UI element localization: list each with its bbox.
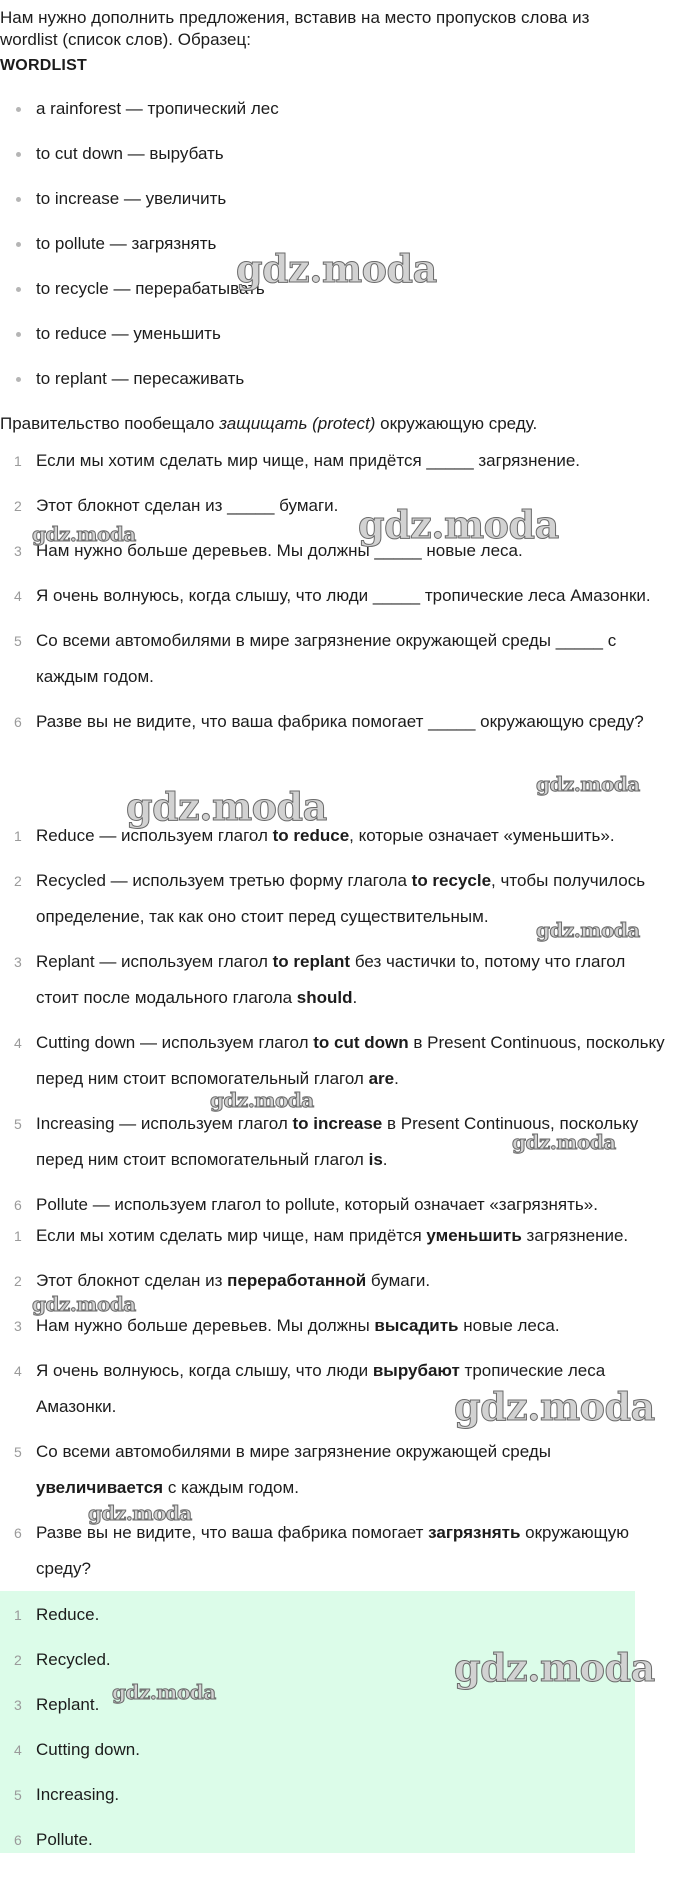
item-bold: уменьшить <box>426 1226 522 1245</box>
watermark: gdz.moda <box>454 1384 655 1429</box>
item-number: 2 <box>14 1273 22 1289</box>
item-bold: вырубают <box>372 1361 460 1380</box>
item-bold: are <box>368 1069 395 1088</box>
list-item <box>0 533 680 569</box>
item-text: Со всеми автомобилями в мире загрязнение окружающей среды _____ с каждым годом. <box>36 631 617 686</box>
wordlist-item: to replant — пересаживать <box>0 365 279 410</box>
list-item <box>0 863 680 935</box>
item-number: 5 <box>14 1787 22 1803</box>
item-text: Replant — используем глагол <box>36 952 273 971</box>
item-number: 1 <box>14 828 22 844</box>
item-text: Cutting down. <box>36 1740 140 1759</box>
list-item <box>0 1353 680 1425</box>
list-item <box>0 1218 680 1254</box>
item-number: 6 <box>14 1197 22 1213</box>
item-number: 6 <box>14 1525 22 1541</box>
item-bold: загрязнять <box>428 1523 521 1542</box>
item-text: загрязнение. <box>521 1226 629 1245</box>
list-item <box>0 1263 680 1299</box>
item-text: Cutting down — используем глагол <box>36 1033 314 1052</box>
item-number: 4 <box>14 1035 22 1051</box>
list-item <box>0 1025 680 1097</box>
item-text: Increasing. <box>36 1785 120 1804</box>
item-text: Я очень волнуюсь, когда слышу, что люди <box>36 1361 373 1380</box>
list-item <box>0 818 680 854</box>
list-item <box>0 1106 680 1178</box>
intro-text <box>0 7 680 51</box>
item-text: Со всеми автомобилями в мире загрязнение окружающей среды <box>36 1442 551 1461</box>
list-item <box>0 443 680 479</box>
item-text: тропические леса Амазонки. <box>36 1361 606 1416</box>
item-text: Increasing — используем глагол <box>36 1114 293 1133</box>
item-text: без частички to, потому что глагол стоит после модального глагола <box>36 952 626 1007</box>
item-text: . <box>382 1150 388 1169</box>
item-text: Нам нужно больше деревьев. Мы должны <box>36 1316 375 1335</box>
explanations-list <box>0 818 680 1232</box>
item-number: 5 <box>14 1116 22 1132</box>
list-item <box>0 1642 680 1678</box>
item-text: . <box>352 988 358 1007</box>
list-item <box>0 1515 680 1587</box>
item-bold: переработанной <box>227 1271 367 1290</box>
item-text: бумаги. <box>366 1271 431 1290</box>
list-item <box>0 1732 680 1768</box>
watermark: gdz.moda <box>88 1501 192 1525</box>
list-item <box>0 1777 680 1813</box>
wordlist-item: to cut down — вырубать <box>0 140 279 185</box>
wordlist-item: to pollute — загрязнять <box>0 230 279 275</box>
item-bold: to reduce <box>272 826 350 845</box>
item-number: 3 <box>14 543 22 559</box>
intro-line-2: wordlist (список слов). Образец: <box>0 30 251 49</box>
item-bold: высадить <box>374 1316 459 1335</box>
item-text: Этот блокнот сделан из _____ бумаги. <box>36 496 339 515</box>
list-item <box>0 1308 680 1344</box>
item-text: новые леса. <box>458 1316 560 1335</box>
item-text: Этот блокнот сделан из <box>36 1271 228 1290</box>
item-text: Если мы хотим сделать мир чище, нам придётся _____ загрязнение. <box>36 451 581 470</box>
item-text: . <box>394 1069 399 1088</box>
watermark: gdz.moda <box>236 246 437 291</box>
item-text: , чтобы получилось определение, так как оно стоит перед существительным. <box>36 871 646 926</box>
item-number: 3 <box>14 1318 22 1334</box>
watermark: gdz.moda <box>358 502 559 547</box>
watermark: gdz.moda <box>536 918 640 942</box>
item-number: 2 <box>14 498 22 514</box>
item-bold: to replant <box>272 952 351 971</box>
intro-line-1: Нам нужно дополнить предложения, вставив на место пропусков слова из <box>0 8 590 27</box>
item-number: 5 <box>14 633 22 649</box>
item-text: окружающую среду? <box>36 1523 630 1578</box>
item-bold: to recycle <box>411 871 492 890</box>
item-bold: is <box>368 1150 383 1169</box>
example-italic: защищать (protect) <box>219 414 376 433</box>
watermark: gdz.moda <box>454 1645 655 1690</box>
example-before: Правительство пообещало <box>0 414 220 433</box>
wordlist-item: a rainforest — тропический лес <box>0 95 279 140</box>
item-text: Нам нужно больше деревьев. Мы должны _____ новые леса. <box>36 541 523 560</box>
item-number: 5 <box>14 1444 22 1460</box>
list-item <box>0 623 680 695</box>
item-number: 3 <box>14 1697 22 1713</box>
item-number: 2 <box>14 873 22 889</box>
item-text: Если мы хотим сделать мир чище, нам придётся <box>36 1226 427 1245</box>
item-text: , которые означает «уменьшить». <box>349 826 615 845</box>
item-number: 4 <box>14 588 22 604</box>
item-text: Recycled. <box>36 1650 111 1669</box>
item-text: Recycled — используем третью форму глагола <box>36 871 412 890</box>
watermark: gdz.moda <box>536 772 640 796</box>
example-sentence <box>0 414 537 434</box>
translations-list <box>0 1218 680 1596</box>
item-text: Reduce — используем глагол <box>36 826 273 845</box>
list-item <box>0 1822 680 1858</box>
item-text: в Present Continuous, поскольку перед ним стоит вспомогательный глагол <box>36 1033 665 1088</box>
item-number: 6 <box>14 1832 22 1848</box>
item-bold: should <box>296 988 353 1007</box>
item-number: 4 <box>14 1742 22 1758</box>
item-number: 3 <box>14 954 22 970</box>
watermark: gdz.moda <box>32 1292 136 1316</box>
watermark: gdz.moda <box>126 784 327 829</box>
watermark: gdz.moda <box>112 1680 216 1704</box>
list-item <box>0 704 680 740</box>
example-after: окружающую среду. <box>375 414 538 433</box>
item-text: Reduce. <box>36 1605 100 1624</box>
watermark: gdz.moda <box>32 522 136 546</box>
wordlist <box>0 95 279 410</box>
item-number: 2 <box>14 1652 22 1668</box>
list-item <box>0 1687 680 1723</box>
item-number: 1 <box>14 453 22 469</box>
wordlist-item: to recycle — перерабатывать <box>0 275 279 320</box>
wordlist-heading: WORDLIST <box>0 57 87 74</box>
item-text: с каждым годом. <box>163 1478 299 1497</box>
item-text: Replant. <box>36 1695 100 1714</box>
item-bold: to cut down <box>313 1033 409 1052</box>
wordlist-item: to reduce — уменьшить <box>0 320 279 365</box>
item-text: Разве вы не видите, что ваша фабрика помогает _____ окружающую среду? <box>36 712 644 731</box>
list-item <box>0 1434 680 1506</box>
list-item <box>0 578 680 614</box>
answers-box <box>0 1591 635 1853</box>
item-number: 1 <box>14 1607 22 1623</box>
watermark: gdz.moda <box>210 1088 314 1112</box>
item-number: 6 <box>14 714 22 730</box>
item-text: Pollute. <box>36 1830 93 1849</box>
item-bold: to increase <box>292 1114 383 1133</box>
item-bold: увеличивается <box>36 1478 164 1497</box>
list-item <box>0 944 680 1016</box>
list-item <box>0 1597 680 1633</box>
item-text: в Present Continuous, поскольку перед ним стоит вспомогательный глагол <box>36 1114 639 1169</box>
item-number: 1 <box>14 1228 22 1244</box>
task-sentences-list <box>0 443 680 749</box>
list-item <box>0 488 680 524</box>
wordlist-item: to increase — увеличить <box>0 185 279 230</box>
item-text: Я очень волнуюсь, когда слышу, что люди _____ тропические леса Амазонки. <box>36 586 651 605</box>
item-number: 4 <box>14 1363 22 1379</box>
watermark: gdz.moda <box>512 1130 616 1154</box>
item-text: Pollute — используем глагол to pollute, который означает «загрязнять». <box>36 1195 598 1214</box>
item-text: Разве вы не видите, что ваша фабрика помогает <box>36 1523 429 1542</box>
answers-list <box>0 1597 680 1858</box>
